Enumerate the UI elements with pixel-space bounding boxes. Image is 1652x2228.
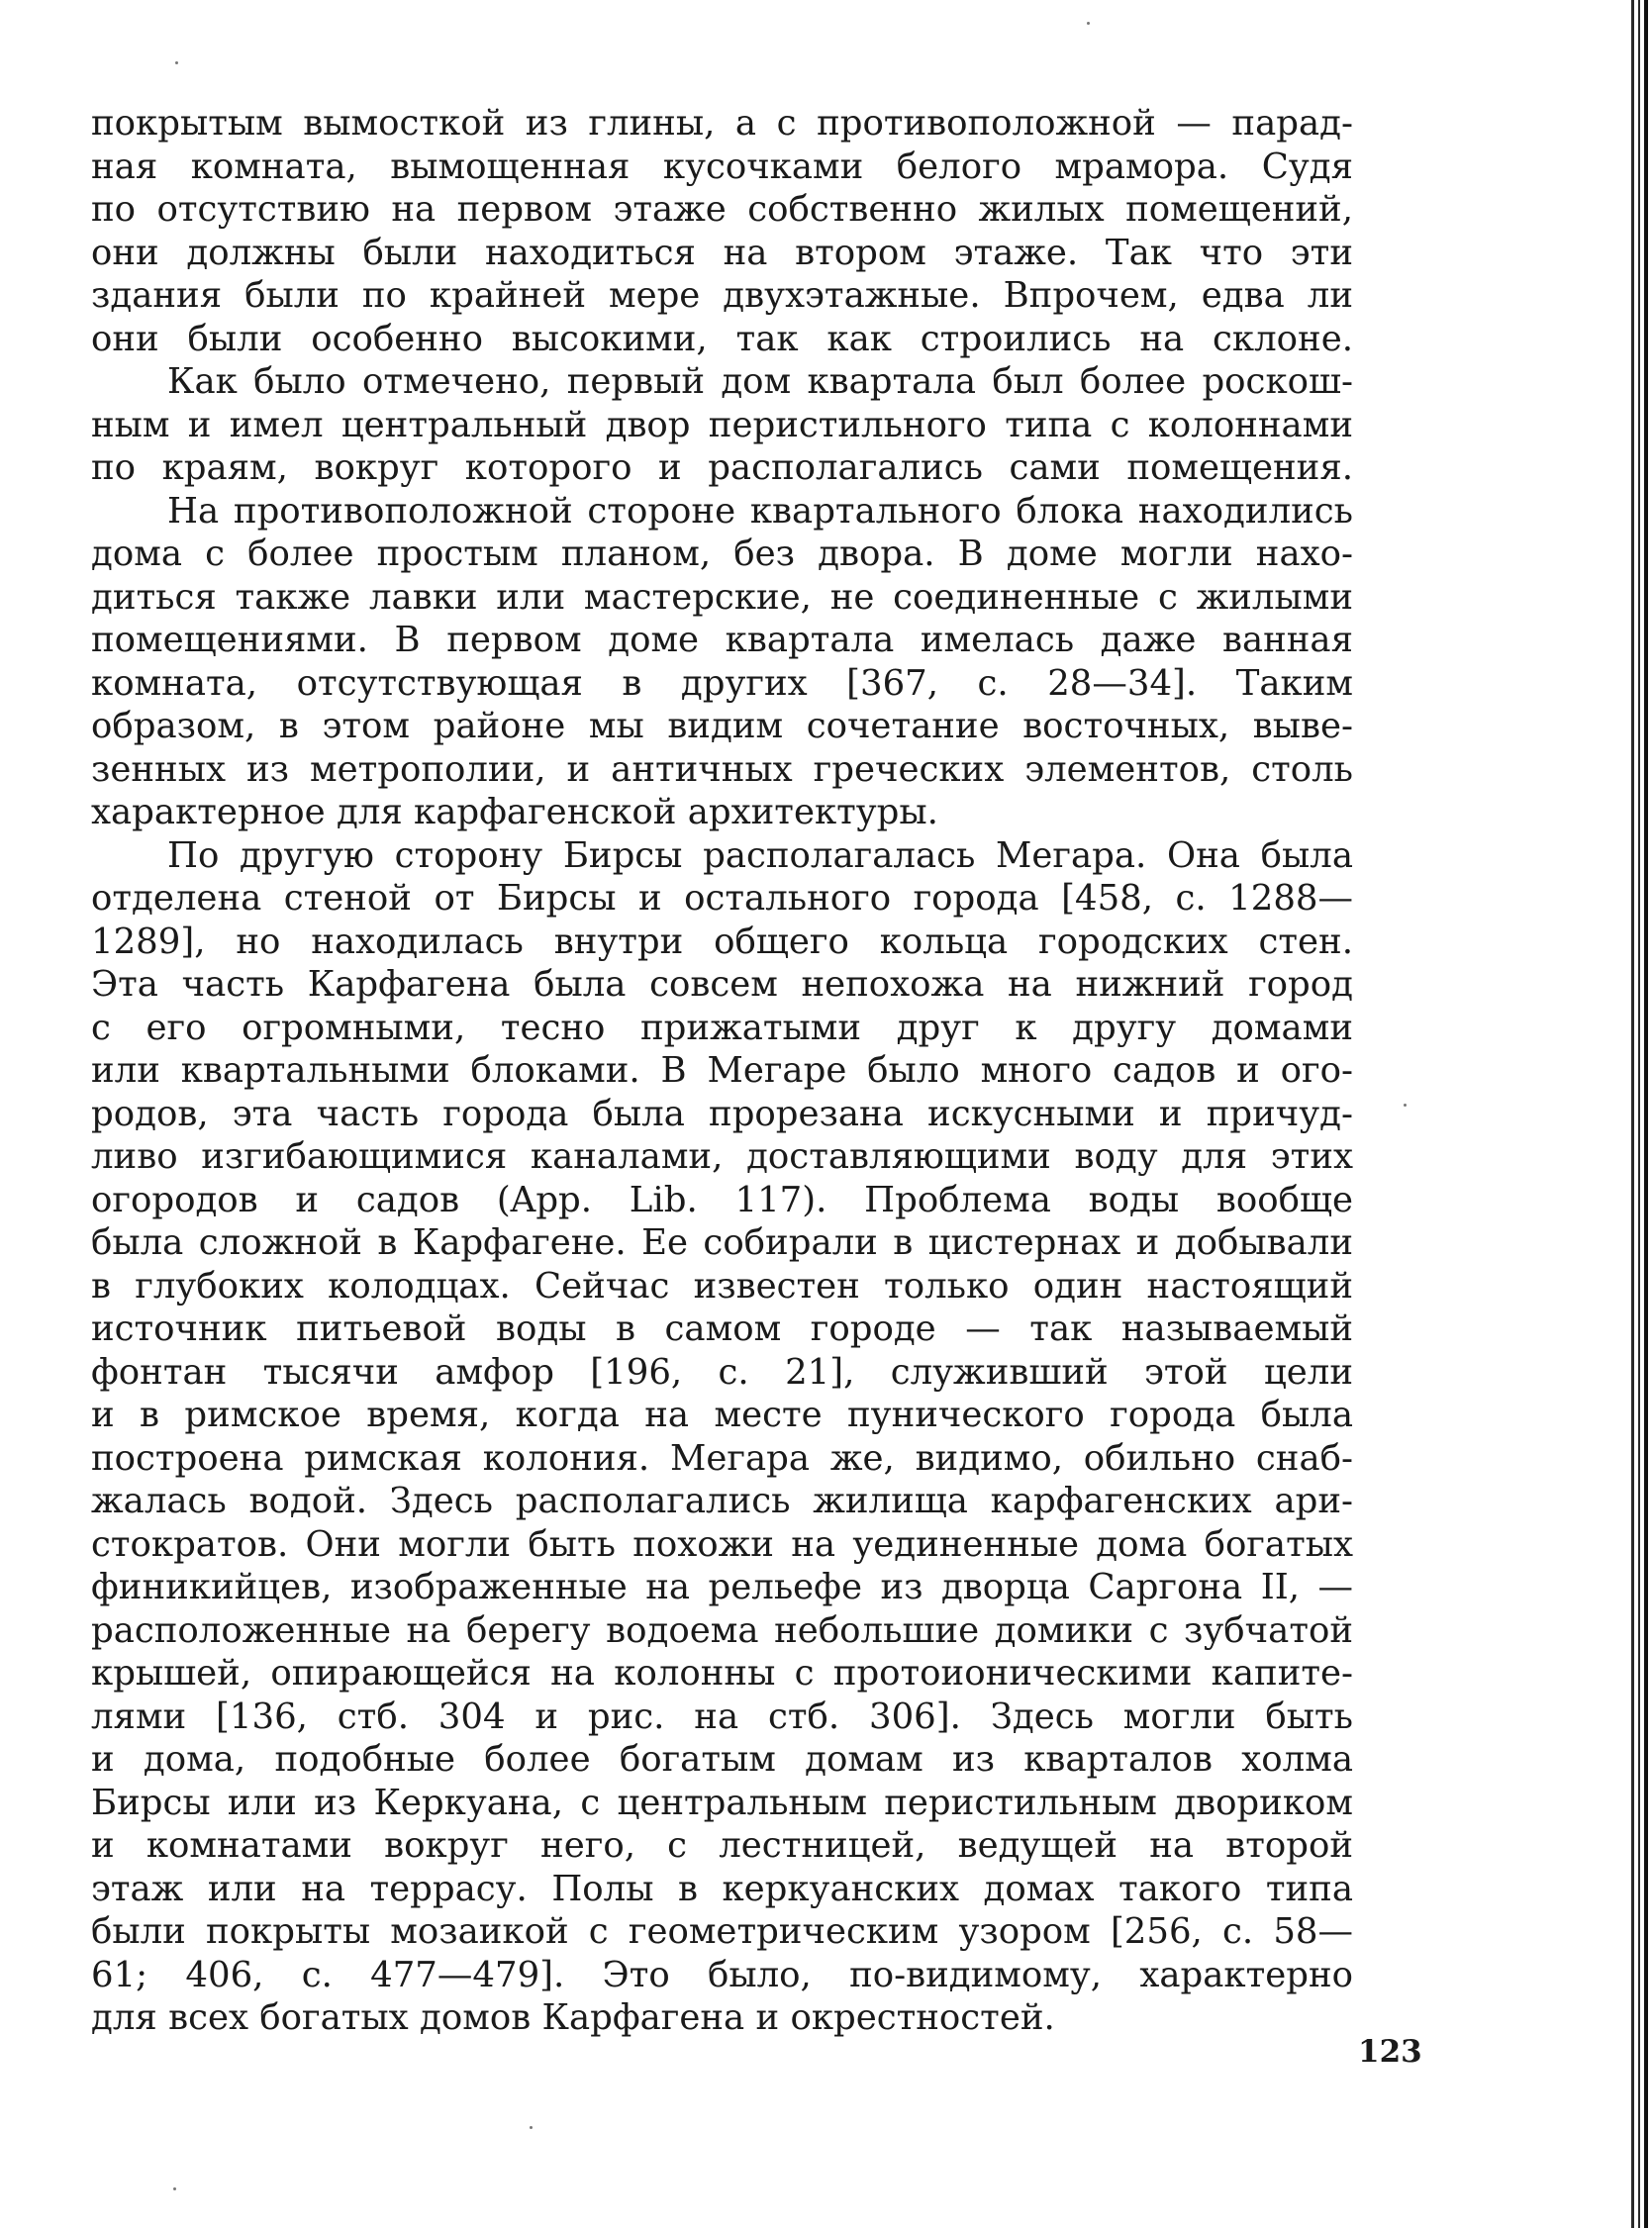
text-line: построена римская колония. Мегара же, видимо, обильно снаб-	[91, 1437, 1353, 1479]
scan-speck	[1087, 22, 1090, 25]
text-line: и в римское время, когда на месте пунического города была	[91, 1395, 1353, 1435]
paragraph-first-line: По другую сторону Бирсы располагалась Мегара. Она была	[167, 834, 1353, 876]
text-line: были покрыты мозаикой с геометрическим узором [256, с. 58—	[91, 1911, 1353, 1952]
text-line: образом, в этом районе мы видим сочетание восточных, выве-	[91, 706, 1353, 746]
text-line: лями [136, стб. 304 и рис. на стб. 306]. Здесь могли быть	[91, 1695, 1353, 1737]
binding-edge-line	[1631, 0, 1634, 2228]
text-line: отделена стеной от Бирсы и остального города [458, с. 1288—	[91, 878, 1353, 919]
text-line: по отсутствию на первом этаже собственно жилых помещений,	[91, 189, 1353, 230]
binding-edge-line	[1638, 0, 1640, 2228]
text-line: с его огромными, тесно прижатыми друг к другу домами	[91, 1007, 1353, 1048]
text-line: 61; 406, с. 477—479]. Это было, по-видимому, характерно	[91, 1954, 1353, 1995]
page-number: 123	[1358, 2034, 1422, 2070]
text-line: родов, эта часть города была прорезана искусными и причуд-	[91, 1093, 1353, 1134]
text-line: расположенные на берегу водоема небольшие домики с зубчатой	[91, 1609, 1353, 1651]
text-line: Бирсы или из Керкуана, с центральным перистильным двориком	[91, 1782, 1353, 1823]
text-line: ным и имел центральный двор перистильного типа с колоннами	[91, 404, 1353, 445]
text-line: ливо изгибающимися каналами, доставляющими воду для этих	[91, 1136, 1353, 1177]
paragraph-last-line: характерное для карфагенской архитектуры.	[91, 792, 938, 832]
text-line: источник питьевой воды в самом городе — так называемый	[91, 1308, 1353, 1349]
text-line: этаж или на террасу. Полы в керкуанских домах такого типа	[91, 1868, 1353, 1909]
text-line: ная комната, вымощенная кусочками белого мрамора. Судя	[91, 145, 1353, 187]
text-line: дома с более простым планом, без двора. В доме могли нахо-	[91, 533, 1353, 574]
text-line: комната, отсутствующая в других [367, с. 28—34]. Таким	[91, 662, 1353, 704]
text-line: зенных из метрополии, и античных греческих элементов, столь	[91, 748, 1353, 790]
text-line: огородов и садов (App. Lib. 117). Проблема воды вообще	[91, 1179, 1353, 1220]
text-line: помещениями. В первом доме квартала имелась даже ванная	[91, 620, 1353, 660]
text-line: была сложной в Карфагене. Ее собирали в цистернах и добывали	[91, 1222, 1353, 1263]
paragraph-first-line: Как было отмечено, первый дом квартала был более роскош-	[167, 361, 1353, 402]
text-line: и дома, подобные более богатым домам из кварталов холма	[91, 1739, 1353, 1780]
paragraph-last-line: для всех богатых домов Карфагена и окрестностей.	[91, 1997, 1055, 2038]
text-line: или квартальными блоками. В Мегаре было много садов и ого-	[91, 1050, 1353, 1091]
scan-speck	[173, 2187, 176, 2190]
text-line: покрытым вымосткой из глины, а с противоположной — парад-	[91, 103, 1353, 144]
text-line: жалась водой. Здесь располагались жилища карфагенских ари-	[91, 1481, 1353, 1521]
scan-speck	[175, 61, 178, 64]
text-line: финикийцев, изображенные на рельефе из дворца Саргона II, —	[91, 1567, 1353, 1607]
body-text	[91, 102, 1353, 2040]
text-line: по краям, вокруг которого и располагались сами помещения.	[91, 447, 1353, 488]
text-line: Эта часть Карфагена была совсем непохожа на нижний город	[91, 964, 1353, 1005]
text-line: здания были по крайней мере двухэтажные. Впрочем, едва ли	[91, 275, 1353, 316]
text-line: в глубоких колодцах. Сейчас известен только один настоящий	[91, 1265, 1353, 1307]
text-line: они были особенно высокими, так как строились на склоне.	[91, 318, 1353, 359]
text-line: крышей, опирающейся на колонны с протоионическими капите-	[91, 1653, 1353, 1694]
scan-speck	[530, 2126, 533, 2129]
text-line: и комнатами вокруг него, с лестницей, ведущей на второй	[91, 1825, 1353, 1866]
text-line: стократов. Они могли быть похожи на уединенные дома богатых	[91, 1523, 1353, 1565]
paragraph-first-line: На противоположной стороне квартального блока находились	[167, 490, 1353, 532]
text-line: они должны были находиться на втором этаже. Так что эти	[91, 232, 1353, 273]
scan-speck	[1404, 1104, 1407, 1107]
text-line: диться также лавки или мастерские, не соединенные с жилыми	[91, 576, 1353, 618]
text-line: фонтан тысячи амфор [196, с. 21], служивший этой цели	[91, 1351, 1353, 1393]
binding-edge-line	[1644, 0, 1648, 2228]
text-line: 1289], но находилась внутри общего кольца городских стен.	[91, 920, 1353, 962]
